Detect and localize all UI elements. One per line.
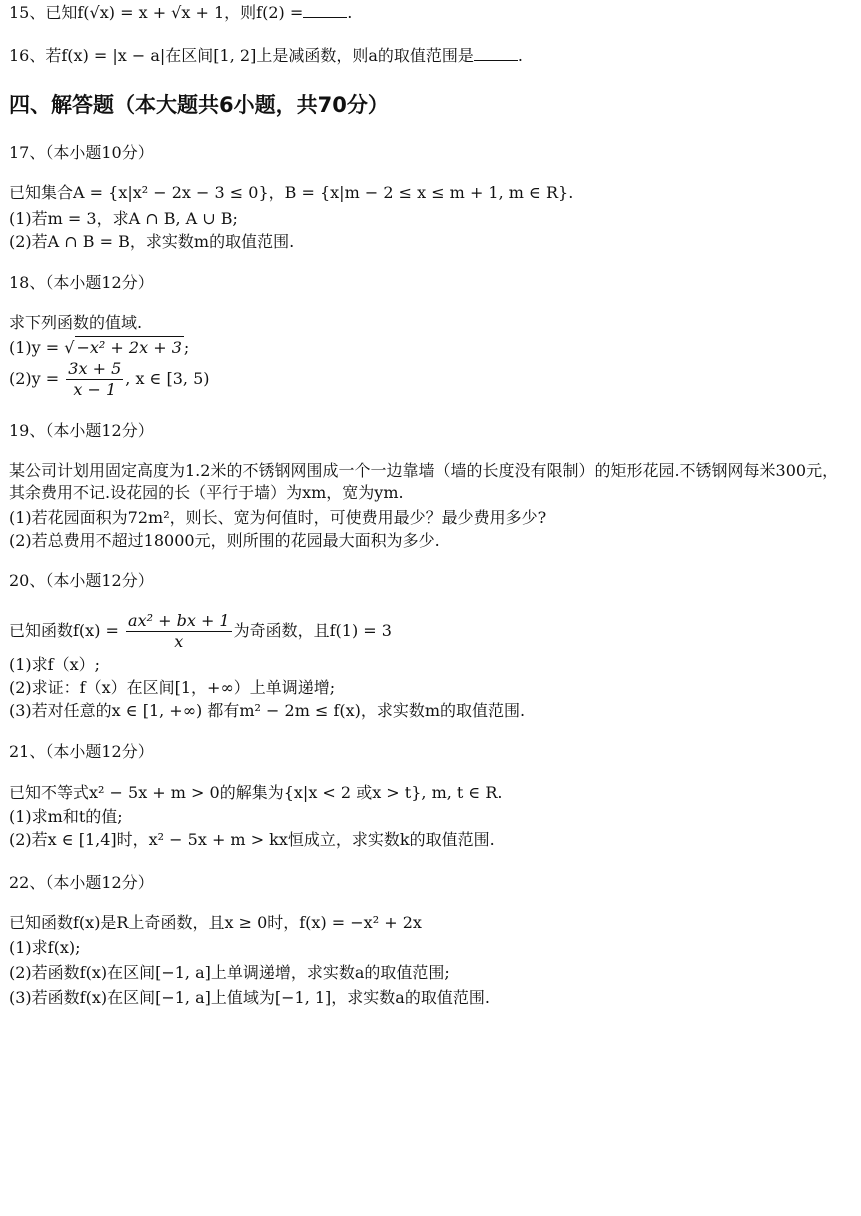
question-16-tail: . xyxy=(517,46,523,65)
question-21-part-2: (2)若x ∈ [1,4]时，x² − 5x + m > kx恒成立，求实数k的取值范围. xyxy=(9,830,495,849)
q18-p2-suffix: , x ∈ [3, 5) xyxy=(125,369,210,388)
question-20-part-3: (3)若对任意的x ∈ [1, +∞) 都有m² − 2m ≤ f(x)，求实数m的取值范围. xyxy=(9,701,526,720)
question-15-text: 已知f(√x) = x + √x + 1，则f(2) = xyxy=(45,3,304,22)
question-19-part-1: (1)若花园面积为72m²，则长、宽为何值时，可使费用最少？最少费用多少? xyxy=(9,508,547,527)
question-15-tail: . xyxy=(347,3,353,22)
question-18-header: 18、（本小题12分） xyxy=(9,273,154,292)
fraction-denominator: x xyxy=(174,632,184,651)
answer-blank-15 xyxy=(303,3,347,18)
q18-p1-radicand: −x² + 2x + 3 xyxy=(76,338,182,357)
question-18-part-1 xyxy=(9,336,189,359)
question-16-text: 若f(x) = |x − a|在区间[1, 2]上是减函数，则a的取值范围是 xyxy=(45,46,474,65)
q20-fraction xyxy=(126,611,232,652)
question-16 xyxy=(9,45,523,67)
question-15 xyxy=(9,2,352,24)
question-18-stem: 求下列函数的值域. xyxy=(9,313,143,332)
question-20-part-2: (2)求证：f（x）在区间[1，+∞）上单调递增; xyxy=(9,678,336,697)
question-22-part-3: (3)若函数f(x)在区间[−1, a]上值域为[−1, 1]，求实数a的取值范围. xyxy=(9,988,490,1007)
sqrt-symbol: √ xyxy=(64,338,75,357)
question-18-part-2 xyxy=(9,357,210,401)
question-19-header: 19、（本小题12分） xyxy=(9,421,154,440)
q18-p2-fraction xyxy=(66,359,123,400)
question-20-part-1: (1)求f（x）; xyxy=(9,655,101,674)
question-17-part-1: (1)若m = 3，求A ∩ B, A ∪ B; xyxy=(9,209,238,228)
question-22-part-1: (1)求f(x); xyxy=(9,938,81,957)
question-16-label: 16、 xyxy=(9,46,46,65)
section-title: 四、解答题（本大题共6小题，共70分） xyxy=(9,93,389,117)
question-22-stem: 已知函数f(x)是R上奇函数，且x ≥ 0时，f(x) = −x² + 2x xyxy=(9,913,422,932)
answer-blank-16 xyxy=(474,46,518,61)
question-21-stem: 已知不等式x² − 5x + m > 0的解集为{x|x < 2 或x > t}, m, t ∈ R. xyxy=(9,783,503,802)
question-17-header: 17、（本小题10分） xyxy=(9,143,154,162)
question-17-stem: 已知集合A = {x|x² − 2x − 3 ≤ 0}，B = {x|m − 2 ≤ x ≤ m + 1, m ∈ R}. xyxy=(9,183,574,202)
q20-stem-prefix: 已知函数f(x) = xyxy=(9,621,119,640)
q18-p1-suffix: ; xyxy=(183,338,190,357)
q18-p1-prefix: (1)y = xyxy=(9,338,60,357)
q20-stem-suffix: 为奇函数，且f(1) = 3 xyxy=(233,621,392,640)
question-22-header: 22、（本小题12分） xyxy=(9,873,154,892)
fraction-numerator: 3x + 5 xyxy=(68,359,122,378)
question-20-header: 20、（本小题12分） xyxy=(9,571,154,590)
question-21-header: 21、（本小题12分） xyxy=(9,742,154,761)
fraction-numerator: ax² + bx + 1 xyxy=(128,611,230,630)
question-22-part-2: (2)若函数f(x)在区间[−1, a]上单调递增，求实数a的取值范围; xyxy=(9,963,450,982)
question-15-label: 15、 xyxy=(9,3,46,22)
question-19-stem: 某公司计划用固定高度为1.2米的不锈钢网围成一个一边靠墙（墙的长度没有限制）的矩形花园.不锈钢网每米300元，其余费用不记.设花园的长（平行于墙）为xm，宽为ym. xyxy=(9,461,839,502)
question-17-part-2: (2)若A ∩ B = B，求实数m的取值范围. xyxy=(9,232,295,251)
q18-p2-prefix: (2)y = xyxy=(9,369,60,388)
question-20-stem xyxy=(9,608,392,654)
question-21-part-1: (1)求m和t的值; xyxy=(9,807,123,826)
question-19-part-2: (2)若总费用不超过18000元，则所围的花园最大面积为多少. xyxy=(9,531,440,550)
fraction-denominator: x − 1 xyxy=(73,380,117,399)
